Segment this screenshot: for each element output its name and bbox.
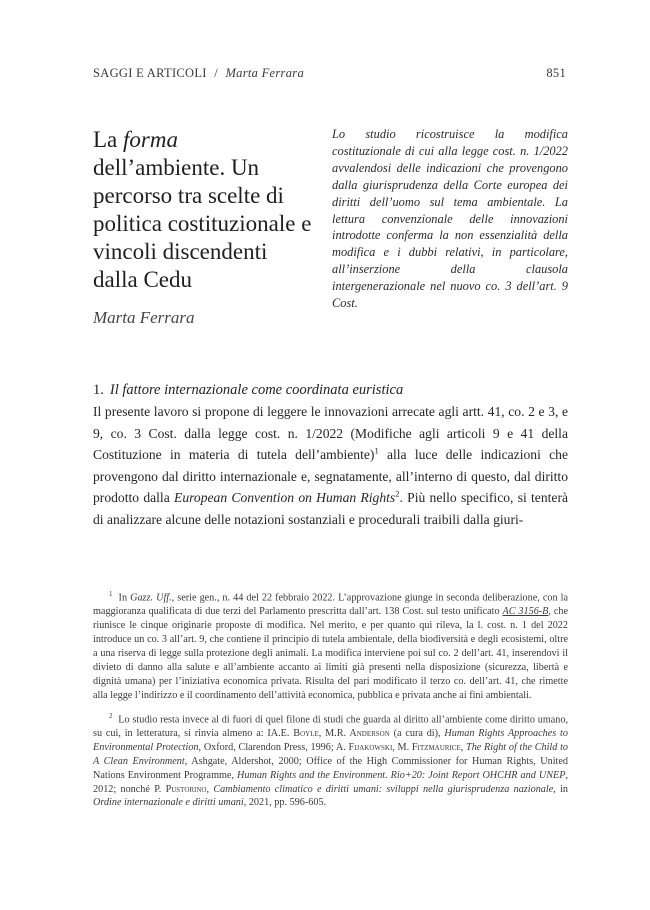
footnote-2-authors-2: Fijakowski, M. Fitzmaurice	[348, 741, 461, 753]
footnote-ref-1[interactable]: 1	[374, 445, 379, 456]
footnote-2-journal: Ordine internazionale e diritti umani	[93, 797, 244, 809]
footnote-2-article: Cambiamento climatico e diritti umani: sviluppi nella giurisprudenza nazionale	[213, 783, 554, 795]
section-title: Il fattore internazionale come coordinata euristica	[109, 382, 404, 398]
running-head-author: Marta Ferrara	[225, 66, 304, 80]
footnote-1-text-c: , serie gen., n. 44 del 22 febbraio 2022. L’approvazione giunge in seconda deliberazione, con la maggioranza qualificata di due terzi del Parlamento prescritta dall’art. 138 Cost. sul testo unificato	[93, 592, 568, 618]
author-byline: Marta Ferrara	[93, 308, 195, 327]
body-italic-echr: European Convention on Human Rights	[174, 490, 396, 505]
section-number: 1.	[93, 382, 104, 398]
body-text-1: Il presente lavoro si propone di leggere le innovazioni arrecate agli artt. 41, co. 2 e 3, e 9, co. 3 Cost. dalla legge cost. n. 1/2022 (Modifiche agli articoli 9 e 41 della Costituzione in materia di tutela dell’ambiente)	[93, 404, 568, 462]
footnote-1	[93, 588, 568, 703]
footnote-2-book-1: Human Rights Approaches to Environmental Protection	[93, 727, 568, 753]
title-part-3: dell’ambiente. Un percorso tra scelte di politica costituzionale e vincoli discendenti dalla Cedu	[93, 155, 312, 292]
footnote-1-ac-link[interactable]: AC 3156-B	[502, 606, 549, 618]
footnote-2-author-3: Pustorino	[165, 783, 207, 795]
footnote-2-report: Human Rights and the Environment. Rio+20: Joint Report OHCHR and UNEP	[237, 769, 566, 781]
footnote-2-text-r: , 2021, pp. 596-605.	[243, 797, 327, 809]
footnote-ref-2[interactable]: 2	[395, 488, 400, 499]
title-block	[93, 126, 313, 328]
body-text-3: . Più nello specifico, si tenterà di analizzare alcune delle notazioni sostanziali e procedurali traibili dalla giuri-	[93, 490, 569, 527]
body-paragraph	[93, 401, 568, 530]
footnote-2-number: 2	[109, 711, 113, 720]
article-title	[93, 126, 313, 294]
footnote-2-text-a: Lo studio resta invece al di fuori di quel filone di studi che guarda al diritto all’ambiente come diritto umano, su cui, in letteratura, si rinvia almeno a: I	[93, 714, 568, 739]
footnote-2-text-n: ,	[206, 783, 214, 795]
footnote-2-text-e: , Oxford, Clarendon Press, 1996; A.	[198, 741, 349, 753]
footnote-2-text-c: (a cura di),	[389, 727, 445, 739]
footnote-2-text-g: ,	[460, 741, 467, 753]
footnote-2-text-p: , in	[553, 783, 568, 795]
title-emphasis: forma	[123, 127, 178, 152]
footnote-2-authors-1: A.E. Boyle, M.R. Anderson	[270, 727, 390, 739]
title-part-1: La	[93, 127, 118, 152]
footnote-1-gazzetta: Gazz. Uff.	[130, 592, 172, 604]
footnote-1-text-e: , che riunisce le cinque originarie proposte di modifica. Nel merito, e per quanto qui rileva, la l. cost. n. 1 del 2022 introduce un co. 3 all’art. 9, che contiene il principio di tutela ambientale, della biodiversità e degli ecosistemi, oltre a una riserva di legge sulla protezione degli animali. La modifica interviene poi sul co. 2 dell’art. 41, inserendovi il divieto di danno alla salute e all’ambiente accanto ai limiti già presenti nella disposizione (sicurezza, libertà e dignità umana) per l’iniziativa economica privata. Risulta del pari modificato il terzo co. dell’art. 41, che rimette alla legge l’indirizzo e il coordinamento dell’attività economica, pubblica e privata anche ai fini ambientali.	[93, 606, 569, 701]
footnote-1-text-a: In	[115, 592, 131, 604]
footnote-2-text-l: , 2012; nonché P.	[93, 769, 569, 795]
running-head-section: SAGGI E ARTICOLI	[93, 66, 207, 80]
footnote-2-text-j: , Ashgate, Aldershot, 2000; Office of the High Commissioner for Human Rights, United Nations Environment Programme,	[93, 755, 568, 781]
running-head-separator: /	[214, 66, 218, 80]
section-heading	[93, 382, 573, 399]
page-number: 851	[546, 66, 566, 80]
abstract: Lo studio ricostruisce la modifica costituzionale di cui alla legge cost. n. 1/2022 avvalendosi delle indicazioni che provengono dalla giurisprudenza della Corte europea dei diritti dell’uomo sul tema ambientale. La lettura convenzionale delle innovazioni introdotte conferma la non essenzialità della modifica e i dubbi relativi, in particolare, all’inserzione della clausola intergenerazionale nel nuovo co. 3 dell’art. 9 Cost.	[332, 127, 568, 311]
running-head	[93, 66, 566, 81]
running-head-left	[93, 66, 304, 81]
footnote-2-book-2: The Right of the Child to A Clean Environment	[93, 741, 568, 767]
body-text-2: alla luce delle indicazioni che provengono dal diritto internazionale e, segnatamente, all’interno di questo, dal diritto prodotto dalla	[93, 447, 568, 505]
body-text	[93, 401, 568, 530]
footnote-1-number: 1	[109, 590, 113, 598]
footnote-2	[93, 710, 568, 811]
footnotes	[93, 588, 568, 817]
